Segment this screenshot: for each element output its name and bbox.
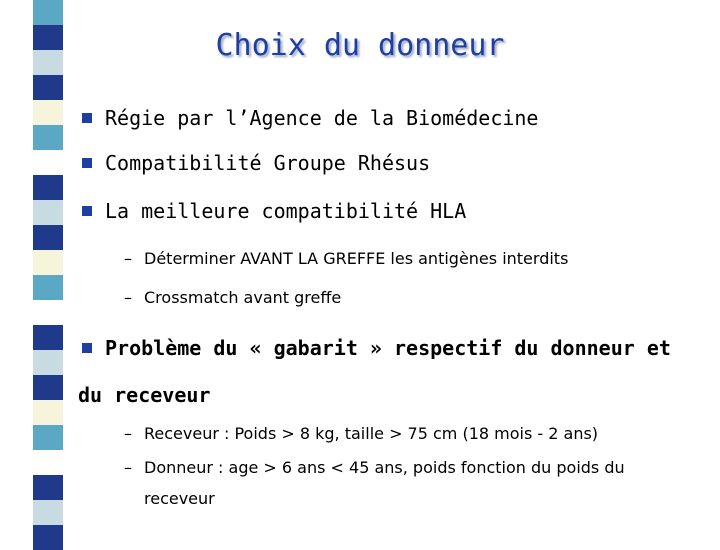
bullet-square-icon (82, 113, 92, 123)
bullet-square-icon (82, 206, 92, 216)
stripe-segment (33, 400, 63, 425)
stripe-segment (33, 375, 63, 400)
dash-marker: – (124, 458, 132, 477)
stripe-segment (33, 125, 63, 150)
subitem-receveur-text: Receveur : Poids > 8 kg, taille > 75 cm (18 mois - 2 ans) (144, 424, 599, 443)
stripe-segment (33, 325, 63, 350)
slide-title: Choix du donneur (215, 28, 505, 63)
stripe-segment (33, 450, 63, 475)
bullet-hla: La meilleure compatibilité HLA (105, 199, 467, 223)
subitem-donneur-continuation: receveur (144, 489, 215, 508)
stripe-segment (33, 175, 63, 200)
stripe-segment (33, 500, 63, 525)
subitem-donneur (124, 458, 625, 477)
dash-marker: – (124, 424, 132, 443)
stripe-segment (33, 350, 63, 375)
stripe-segment (33, 250, 63, 275)
subitem-crossmatch (124, 288, 341, 307)
stripe-segment (33, 75, 63, 100)
stripe-segment (33, 100, 63, 125)
stripe-segment (33, 300, 63, 325)
stripe-segment (33, 275, 63, 300)
subitem-crossmatch-text: Crossmatch avant greffe (144, 288, 342, 307)
dash-marker: – (124, 249, 132, 268)
bullet-gabarit-continuation: du receveur (78, 383, 211, 407)
stripe-segment (33, 25, 63, 50)
stripe-segment (33, 150, 63, 175)
stripe-segment (33, 475, 63, 500)
subitem-antigenes-text: Déterminer AVANT LA GREFFE les antigènes interdits (144, 249, 569, 268)
dash-marker: – (124, 288, 132, 307)
subitem-donneur-text: Donneur : age > 6 ans < 45 ans, poids fonction du poids du (144, 458, 625, 477)
stripe-segment (33, 200, 63, 225)
bullet-compatibilite-groupe: Compatibilité Groupe Rhésus (105, 151, 431, 175)
stripe-segment (33, 225, 63, 250)
bullet-gabarit: Problème du « gabarit » respectif du donneur et (105, 336, 671, 360)
bullet-square-icon (82, 158, 92, 168)
stripe-segment (33, 525, 63, 550)
bullet-agence: Régie par l’Agence de la Biomédecine (105, 106, 539, 130)
stripe-segment (33, 50, 63, 75)
stripe-segment (33, 425, 63, 450)
subitem-receveur (124, 424, 598, 443)
stripe-segment (33, 0, 63, 25)
decorative-stripe-bar (33, 0, 63, 540)
subitem-antigenes (124, 249, 568, 268)
bullet-square-icon (82, 343, 92, 353)
